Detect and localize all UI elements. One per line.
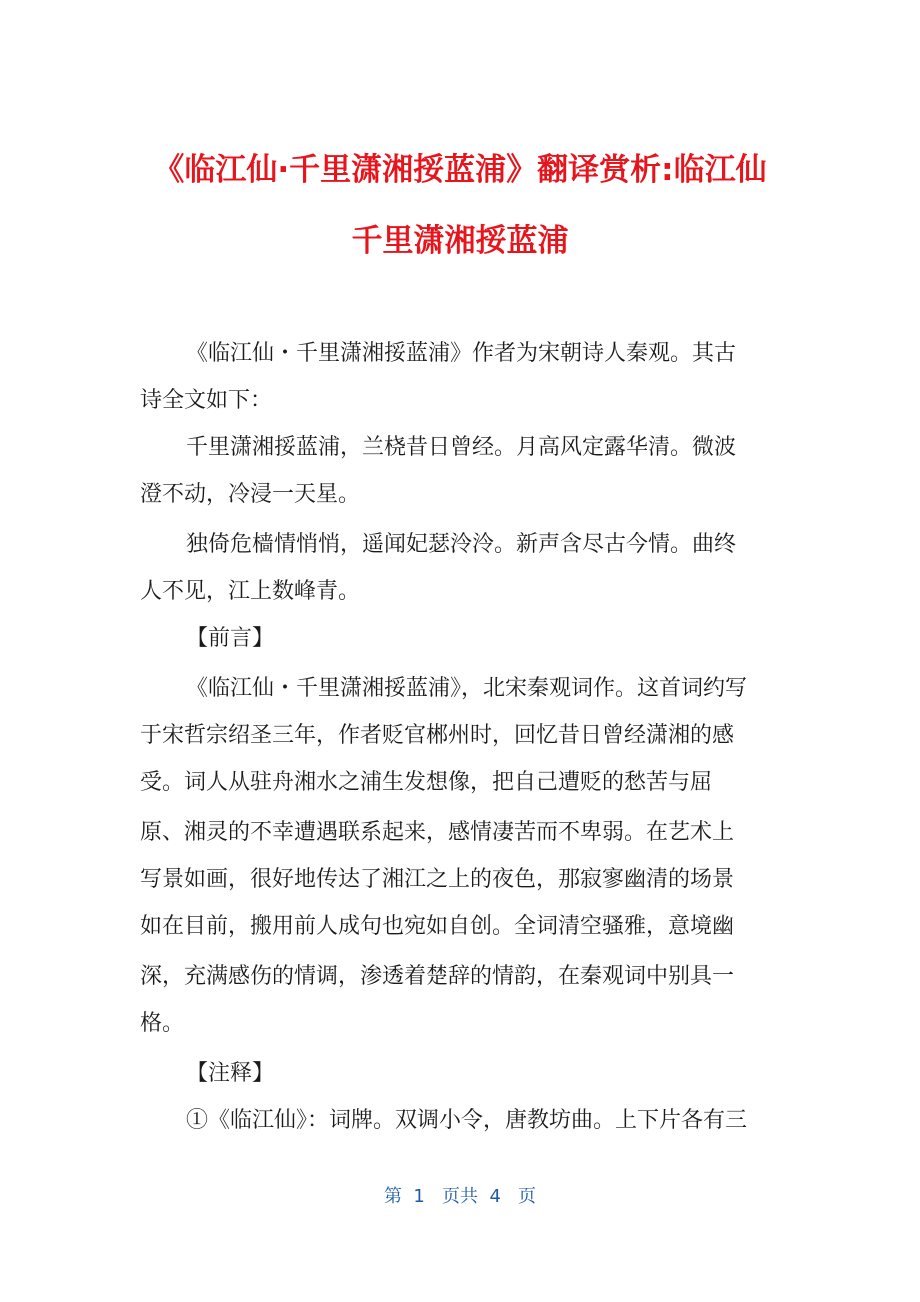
section-heading-preface: 【前言】 — [186, 626, 275, 651]
preface-line-7: 深，充满感伤的情调，渗透着楚辞的情韵，在秦观词中别具一 — [140, 964, 735, 989]
paragraph-intro-line-2: 诗全文如下： — [140, 388, 273, 413]
page-footer-pagination: 第 1 页共 4 页 — [383, 1186, 537, 1207]
preface-line-4: 原、湘灵的不幸遭遇联系起来，感情凄苦而不卑弱。在艺术上 — [140, 820, 735, 845]
preface-line-8: 格。 — [140, 1011, 185, 1036]
preface-line-1: 《临江仙・千里潇湘挼蓝浦》，北宋秦观词作。这首词约写 — [186, 676, 748, 701]
note-1-line-1: ①《临江仙》：词牌。双调小令，唐教坊曲。上下片各有三 — [186, 1108, 748, 1133]
paragraph-intro-line-1: 《临江仙・千里潇湘挼蓝浦》作者为宋朝诗人秦观。其古 — [186, 341, 737, 366]
poem-stanza-2-line-2: 人不见，江上数峰青。 — [140, 579, 361, 604]
section-heading-notes: 【注释】 — [186, 1061, 275, 1086]
poem-stanza-1-line-2: 澄不动，冷浸一天星。 — [140, 482, 361, 507]
poem-stanza-1-line-1: 千里潇湘挼蓝浦，兰桡昔日曾经。月高风定露华清。微波 — [186, 435, 737, 460]
document-title-line-2: 千里潇湘挼蓝浦 — [351, 223, 569, 259]
preface-line-3: 受。词人从驻舟湘水之浦生发想像，把自己遭贬的愁苦与屈 — [140, 770, 713, 795]
poem-stanza-2-line-1: 独倚危樯情悄悄，遥闻妃瑟泠泠。新声含尽古今情。曲终 — [186, 532, 737, 557]
preface-line-6: 如在目前，搬用前人成句也宛如自创。全词清空骚雅，意境幽 — [140, 914, 735, 939]
preface-line-5: 写景如画，很好地传达了湘江之上的夜色，那寂寥幽清的场景 — [140, 867, 735, 892]
document-title-line-1: 《临江仙·千里潇湘挼蓝浦》翻译赏析:临江仙 — [153, 152, 767, 188]
preface-line-2: 于宋哲宗绍圣三年，作者贬官郴州时，回忆昔日曾经潇湘的感 — [140, 723, 735, 748]
